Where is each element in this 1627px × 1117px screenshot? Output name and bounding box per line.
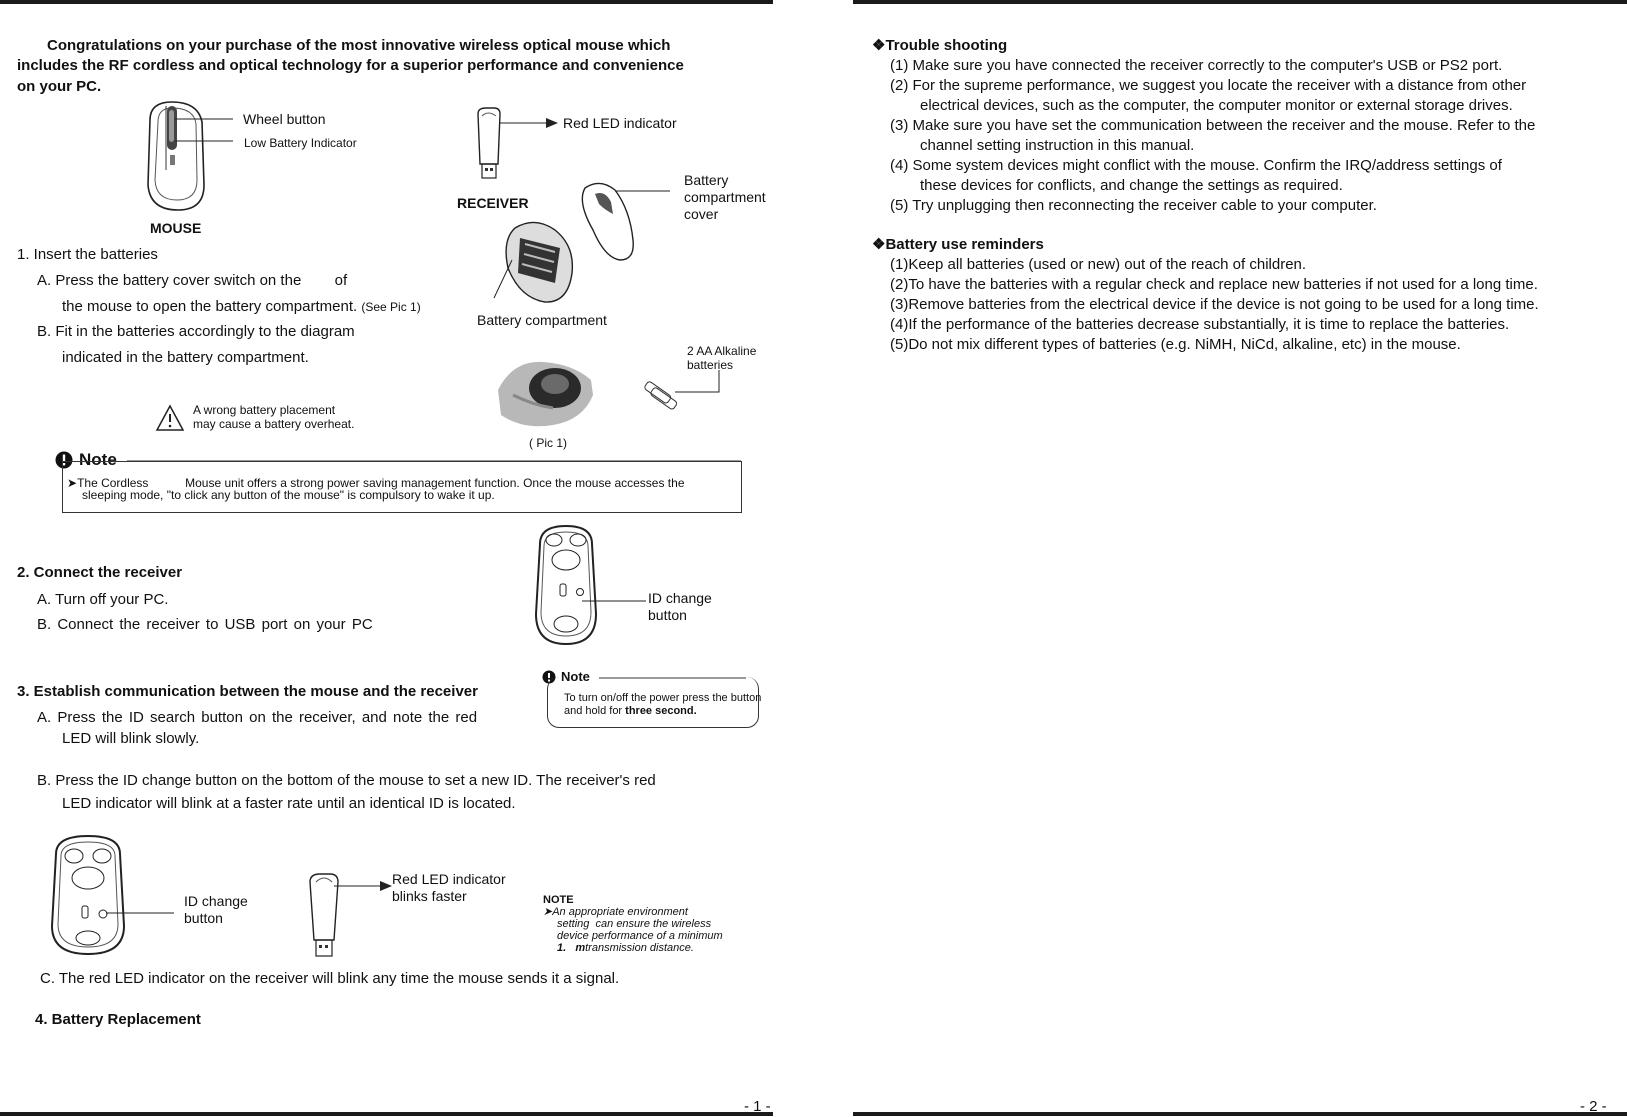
note2-line2 xyxy=(564,705,697,717)
step3-b-line1: B. Press the ID change button on the bottom of the mouse to set a new ID. The receiver's red xyxy=(37,772,656,789)
battery-item: (2)To have the batteries with a regular check and replace new batteries if not used for a long time. xyxy=(890,276,1538,293)
note2-title: Note xyxy=(561,669,590,684)
env-note-line1: ➤An appropriate environment xyxy=(543,906,688,918)
intro-line: on your PC. xyxy=(17,78,102,95)
aa-batteries-label xyxy=(687,344,756,372)
red-led-label: Red LED indicator xyxy=(563,115,677,131)
led-faster-label xyxy=(392,871,506,905)
step2-a: A. Turn off your PC. xyxy=(37,591,169,608)
trouble-item: (1) Make sure you have connected the receiver correctly to the computer's USB or PS2 port. xyxy=(890,57,1503,74)
diamond-bullet-icon: ❖ xyxy=(872,37,886,54)
page2-bottom-rule xyxy=(853,1112,1627,1116)
step3-b-line2: LED indicator will blink at a faster rate until an identical ID is located. xyxy=(62,795,516,812)
pic1-caption: ( Pic 1) xyxy=(529,436,568,450)
note2-line2-text: and hold for xyxy=(564,705,626,717)
diamond-bullet-icon: ❖ xyxy=(872,236,886,253)
intro-line: includes the RF cordless and optical technology for a superior performance and convenience xyxy=(17,57,684,74)
id-change-label-line: ID change xyxy=(184,893,248,909)
warning-text xyxy=(193,403,354,431)
wheel-button-label: Wheel button xyxy=(243,111,326,127)
env-note-line2: setting can ensure the wireless xyxy=(557,918,712,930)
battery-compartment-leader xyxy=(492,258,522,308)
step1-a-line2 xyxy=(62,297,421,317)
warning-text-line: A wrong battery placement xyxy=(193,403,336,417)
page1-number: - 1 - xyxy=(744,1098,771,1115)
battery-item: (1)Keep all batteries (used or new) out of the reach of children. xyxy=(890,256,1307,273)
step4-title: 4. Battery Replacement xyxy=(35,1011,201,1028)
note-title: Note xyxy=(79,450,117,469)
step1-title: 1. Insert the batteries xyxy=(17,246,158,263)
mouse-caption: MOUSE xyxy=(150,220,202,236)
step1-a-line1: A. Press the battery cover switch on the of xyxy=(37,272,348,289)
aa-batteries-label-line: batteries xyxy=(687,358,734,372)
env-note-line4 xyxy=(557,942,694,954)
note-line1-text: The Cordless Mouse unit offers a strong power saving management function. Once the mouse accesses the xyxy=(77,476,685,490)
battery-cover-label-line: compartment xyxy=(684,189,766,205)
step2-title: 2. Connect the receiver xyxy=(17,564,183,581)
page2-number: - 2 - xyxy=(1580,1098,1607,1115)
id-change-leader xyxy=(582,596,647,606)
note-line2: sleeping mode, "to click any button of the mouse" is compulsory to wake it up. xyxy=(82,488,495,502)
battery-compartment-label: Battery compartment xyxy=(477,312,607,328)
intro-line: Congratulations on your purchase of the most innovative wireless optical mouse which xyxy=(47,37,671,54)
warning-triangle-icon xyxy=(155,404,185,432)
aa-batteries-label-line: 2 AA Alkaline xyxy=(687,344,757,358)
battery-item: (3)Remove batteries from the electrical device if the device is not going to be used for a long time. xyxy=(890,296,1539,313)
aa-batteries-leader xyxy=(675,370,725,410)
low-battery-label: Low Battery Indicator xyxy=(244,136,357,150)
warning-text-line: may cause a battery overheat. xyxy=(193,417,355,431)
battery-title-text: Battery use reminders xyxy=(885,236,1044,253)
battery-cover-label xyxy=(684,172,766,223)
led-faster-arrow xyxy=(334,881,394,891)
battery-cover-label-line: Battery xyxy=(684,172,729,188)
id-change-leader-2 xyxy=(106,908,176,918)
step1-b-line1: B. Fit in the batteries accordingly to the diagram xyxy=(37,323,355,340)
id-change-label-line: button xyxy=(184,910,223,926)
step3-title: 3. Establish communication between the mouse and the receiver xyxy=(17,683,478,700)
mouse-bottom-illustration xyxy=(530,524,602,648)
step3-c: C. The red LED indicator on the receiver will blink any time the mouse sends it a signal. xyxy=(40,970,620,987)
trouble-item: electrical devices, such as the computer, the computer monitor or external storage drives. xyxy=(920,97,1513,114)
hand-mouse-photo xyxy=(493,350,598,432)
trouble-item: these devices for conflicts, and change the settings as required. xyxy=(920,177,1343,194)
page1-bottom-rule xyxy=(0,1112,773,1116)
trouble-item: channel setting instruction in this manual. xyxy=(920,137,1195,154)
battery-cover-label-line: cover xyxy=(684,206,719,222)
id-change-label xyxy=(648,590,712,624)
trouble-item: (4) Some system devices might conflict with the mouse. Confirm the IRQ/address settings of xyxy=(890,157,1502,174)
battery-item: (4)If the performance of the batteries decrease substantially, it is time to replace the batteries. xyxy=(890,316,1510,333)
page2-top-rule xyxy=(853,0,1627,4)
id-change-label-line: ID change xyxy=(648,590,712,606)
trouble-title-text: Trouble shooting xyxy=(885,37,1008,54)
trouble-title xyxy=(872,36,1007,56)
led-arrow xyxy=(500,118,560,128)
note2-line1: To turn on/off the power press the button xyxy=(564,692,762,704)
env-note-text: transmission distance. xyxy=(585,942,694,954)
trouble-item: (5) Try unplugging then reconnecting the receiver cable to your computer. xyxy=(890,197,1377,214)
id-change-label-line: button xyxy=(648,607,687,623)
env-note-text: An appropriate environment xyxy=(552,906,688,918)
env-note-line3: device performance of a minimum xyxy=(557,930,723,942)
env-note-title: NOTE xyxy=(543,894,574,906)
mouse-bottom-illustration-2 xyxy=(48,834,130,958)
id-change-label-2 xyxy=(184,893,248,927)
note2-title-rule xyxy=(599,677,759,681)
receiver-caption: RECEIVER xyxy=(457,195,529,211)
trouble-item: (3) Make sure you have set the communication between the receiver and the mouse. Refer to the xyxy=(890,117,1536,134)
battery-cover-leader xyxy=(615,186,675,196)
note2-line2-bold: three second. xyxy=(625,705,697,717)
page1-top-rule xyxy=(0,0,773,4)
trouble-item: (2) For the supreme performance, we suggest you locate the receiver with a distance from other xyxy=(890,77,1527,94)
env-note-distance: 1. m xyxy=(557,942,586,954)
step1-b-line2: indicated in the battery compartment. xyxy=(62,349,309,366)
step3-a-line1: A. Press the ID search button on the receiver, and note the red xyxy=(37,709,478,726)
battery-item: (5)Do not mix different types of batteries (e.g. NiMH, NiCd, alkaline, etc) in the mouse. xyxy=(890,336,1461,353)
step3-a-line2: LED will blink slowly. xyxy=(62,730,200,747)
wheel-leader-line xyxy=(175,115,235,145)
note-line1: ➤The Cordless Mouse unit offers a strong power saving management function. Once the mouse accesses the xyxy=(67,476,685,490)
step1-a-line2-text: the mouse to open the battery compartment. xyxy=(62,298,358,315)
battery-title xyxy=(872,235,1044,255)
led-faster-label-line: Red LED indicator xyxy=(392,871,506,887)
led-faster-label-line: blinks faster xyxy=(392,888,467,904)
step2-b: B. Connect the receiver to USB port on your PC xyxy=(37,616,373,633)
see-pic1-ref: (See Pic 1) xyxy=(361,300,421,314)
